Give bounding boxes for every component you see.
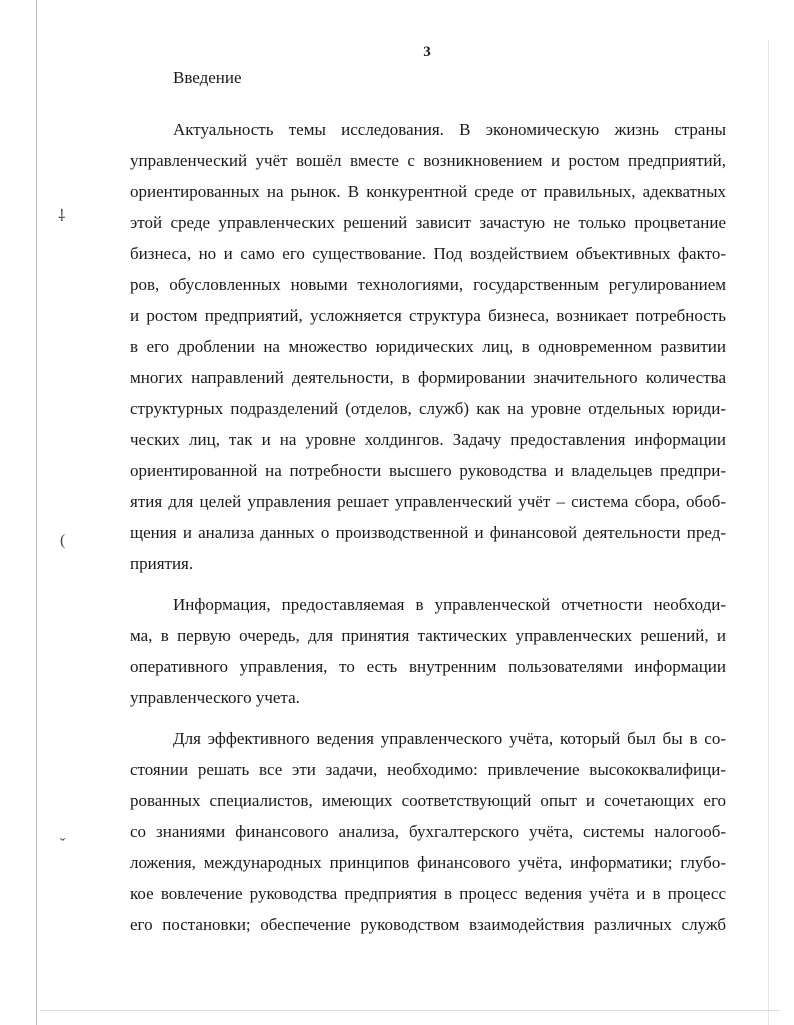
text-line: оперативного управления, то есть внутренним пользователями информации <box>130 657 726 676</box>
paragraph <box>130 589 726 713</box>
text-line: многих направлений деятельности, в формировании значительного количества <box>130 368 726 387</box>
text-line: бизнеса, но и само его существование. Под воздействием объективных факто- <box>130 244 726 263</box>
text-line: его постановки; обеспечение руководством взаимодействия различных служб <box>130 915 726 934</box>
scan-edge-bottom <box>40 1010 780 1011</box>
text-line: рованных специалистов, имеющих соответствующий опыт и сочетающих его <box>130 791 726 810</box>
text-line: приятия. <box>130 554 194 573</box>
text-line: стоянии решать все эти задачи, необходимо: привлечение высококвалифици- <box>130 760 726 779</box>
text-line: ческих лиц, так и на уровне холдингов. Задачу предоставления информации <box>130 430 726 449</box>
text-line: структурных подразделений (отделов, служб) как на уровне отдельных юриди- <box>130 399 726 418</box>
margin-mark-icon: ( <box>60 532 66 549</box>
text-line: управленческий учёт вошёл вместе с возникновением и ростом предприятий, <box>130 151 726 170</box>
text-line: ориентированных на рынок. В конкурентной среде от правильных, адекватных <box>130 182 726 201</box>
text-line: щения и анализа данных о производственной и финансовой деятельности пред- <box>130 523 726 542</box>
text-line: Информация, предоставляемая в управленческой отчетности необходи- <box>173 595 726 614</box>
scan-edge-left <box>36 0 37 1025</box>
text-line: Для эффективного ведения управленческого учёта, который был бы в со- <box>173 729 726 748</box>
document-body <box>130 114 726 940</box>
text-line: ров, обусловленных новыми технологиями, государственным регулированием <box>130 275 726 294</box>
margin-mark-icon: ⸸ <box>58 208 66 225</box>
text-line: со знаниями финансового анализа, бухгалтерского учёта, системы налогооб- <box>130 822 726 841</box>
text-line: ятия для целей управления решает управленческий учёт – система сбора, обоб- <box>130 492 726 511</box>
text-line: и ростом предприятий, усложняется структура бизнеса, возникает потребность <box>130 306 726 325</box>
page-number: 3 <box>423 44 431 60</box>
text-line: этой среде управленческих решений зависит зачастую не только процветание <box>130 213 726 232</box>
text-line: ориентированной на потребности высшего руководства и владельцев предпри- <box>130 461 726 480</box>
text-line: кое вовлечение руководства предприятия в процесс ведения учёта и в процесс <box>130 884 726 903</box>
text-line: управленческого учета. <box>130 688 300 707</box>
text-line: ма, в первую очередь, для принятия тактических управленческих решений, и <box>130 626 726 645</box>
scan-edge-right <box>768 40 769 1025</box>
margin-mark-icon: ˇ <box>60 836 66 853</box>
paragraph <box>130 114 726 579</box>
text-line: ложения, международных принципов финансового учёта, информатики; глубо- <box>130 853 726 872</box>
text-line: в его дроблении на множество юридических лиц, в одновременном развитии <box>130 337 726 356</box>
text-line: Актуальность темы исследования. В экономическую жизнь страны <box>173 120 726 139</box>
paragraph <box>130 723 726 940</box>
section-heading: Введение <box>173 68 242 87</box>
